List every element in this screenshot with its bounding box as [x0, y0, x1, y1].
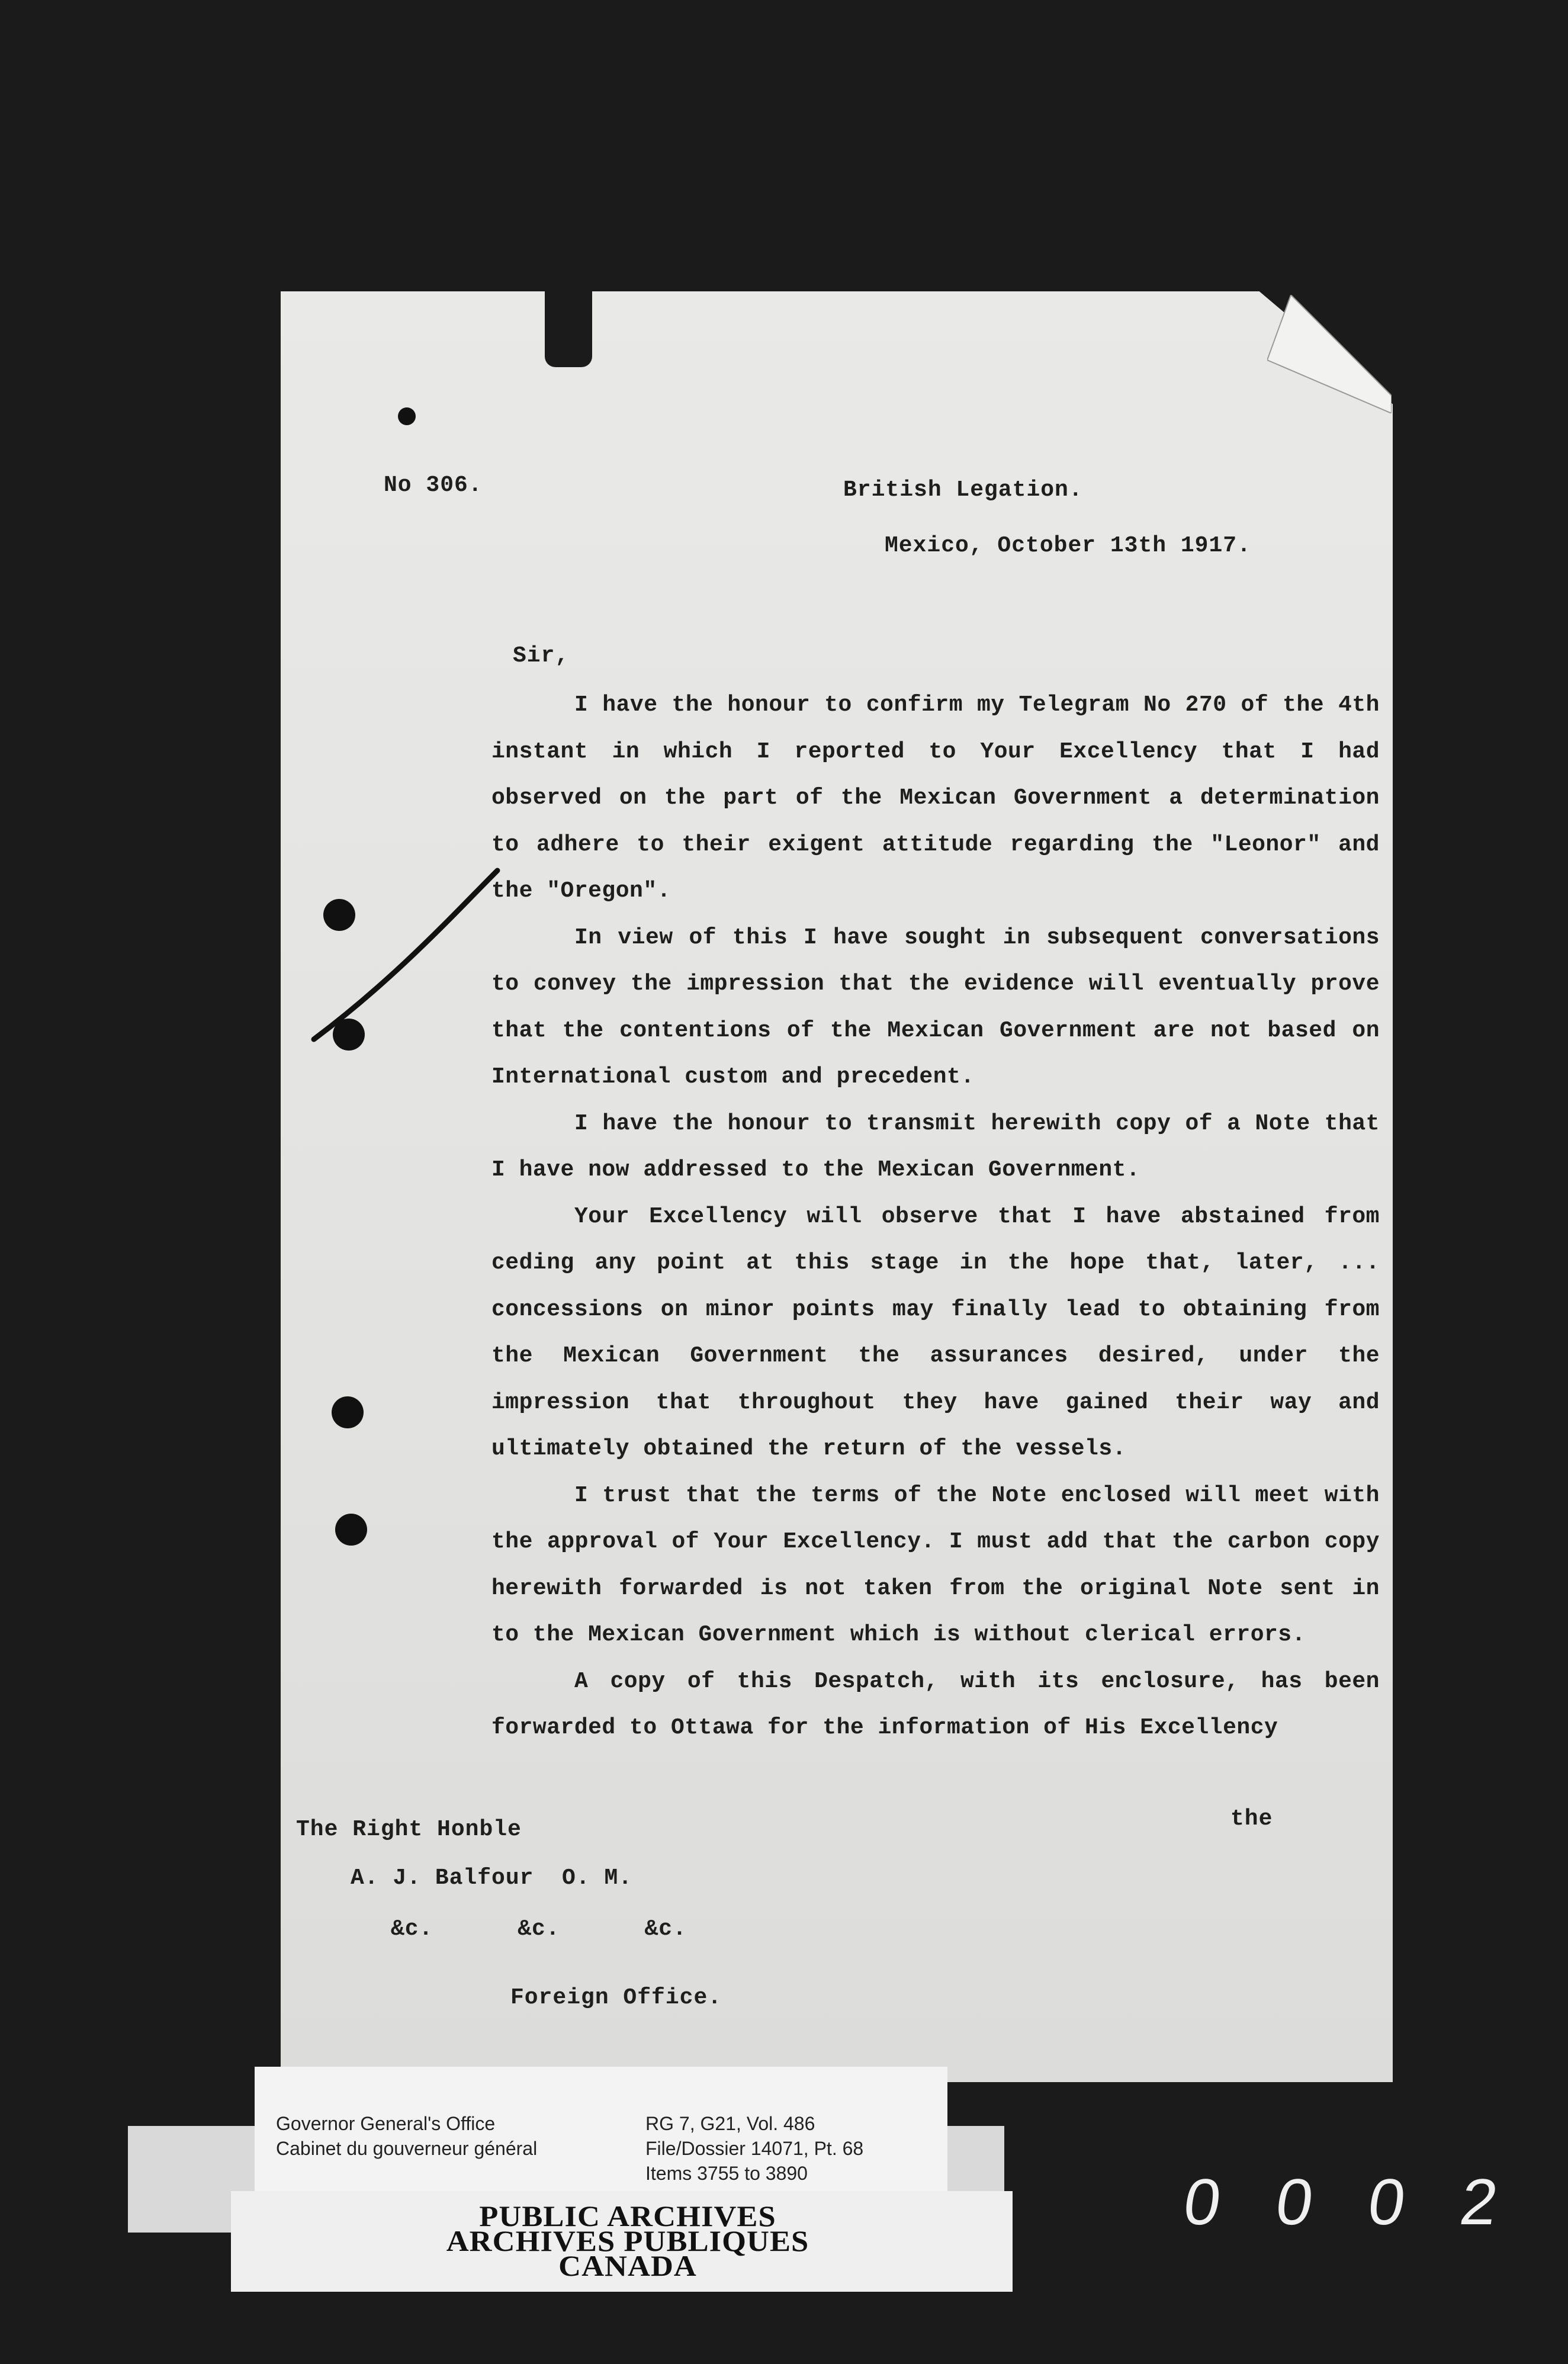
- office-en: Governor General's Office: [276, 2113, 496, 2134]
- addressee-line: A. J. Balfour O. M.: [351, 1865, 633, 1891]
- ink-dot: [398, 407, 416, 425]
- pen-stroke-mark: [308, 859, 509, 1060]
- despatch-number: No 306.: [384, 473, 483, 498]
- paragraph: I have the honour to confirm my Telegram No 270 of the 4th instant in which I reported to Your Excellency that I had observed on the part of the Mexican Government a determination to adhere to their exigent attitude regarding the "Leonor" and the "Oregon".: [491, 692, 1380, 904]
- reference: RG 7, G21, Vol. 486: [645, 2113, 815, 2134]
- file-reference: File/Dossier 14071, Pt. 68: [645, 2138, 864, 2159]
- place-date: Mexico, October 13th 1917.: [885, 533, 1251, 558]
- addressee-line: &c. &c. &c.: [391, 1916, 687, 1942]
- folded-corner: [1267, 295, 1392, 413]
- archives-name: ARCHIVES PUBLIQUES: [446, 2224, 809, 2257]
- office-fr: Cabinet du gouverneur général: [276, 2138, 538, 2159]
- items-range: Items 3755 to 3890: [645, 2163, 808, 2184]
- punch-hole: [332, 1396, 364, 1428]
- addressee-line: Foreign Office.: [510, 1985, 722, 2010]
- paragraph: A copy of this Despatch, with its enclosure, has been forwarded to Ottawa for the information of His Excellency: [491, 1668, 1380, 1740]
- torn-notch: [545, 284, 592, 367]
- addressee-line: The Right Honble: [296, 1817, 522, 1842]
- sender-heading: British Legation.: [843, 477, 1083, 503]
- catchword: the: [1230, 1806, 1273, 1832]
- frame-number: 0 0 0 2: [1179, 2166, 1504, 2238]
- salutation: Sir,: [513, 643, 570, 669]
- paragraph: In view of this I have sought in subsequent conversations to convey the impression that the evidence will eventually prove that the contentions of the Mexican Government are not based on International custom and precedent.: [491, 924, 1380, 1090]
- archives-name: PUBLIC ARCHIVES: [479, 2199, 776, 2233]
- letter-body: [491, 682, 1380, 1752]
- archives-name: CANADA: [558, 2249, 697, 2282]
- paragraph: I trust that the terms of the Note enclosed will meet with the approval of Your Excellency. I must add that the carbon copy herewith forwarded is not taken from the original Note sent in to the Mexican Government which is without clerical errors.: [491, 1482, 1380, 1647]
- paragraph: Your Excellency will observe that I have abstained from ceding any point at this stage in the hope that, later, ... concessions on minor points may finally lead to obtaining from the Mexican Government the assurances desired, under the impression that throughout they have gained their way and ultimately obtained the return of the vessels.: [491, 1203, 1380, 1462]
- paragraph: I have the honour to transmit herewith copy of a Note that I have now addressed to the Mexican Government.: [491, 1110, 1380, 1183]
- punch-hole: [335, 1514, 367, 1546]
